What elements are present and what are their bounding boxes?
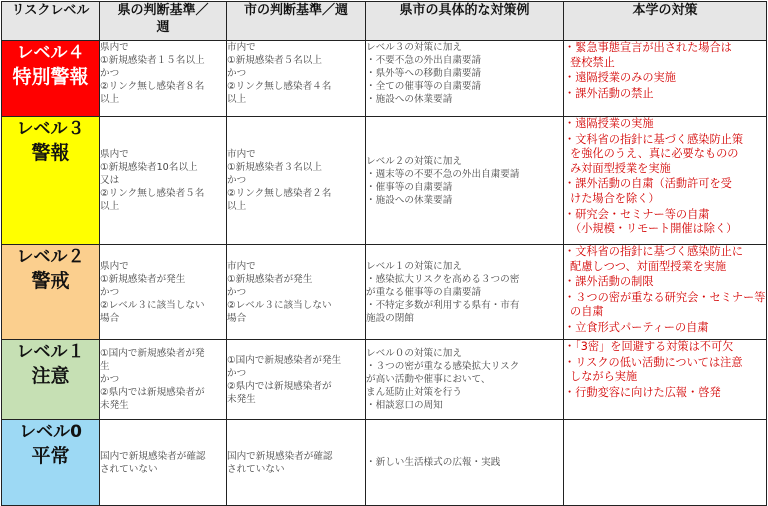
level-1-city-criteria: ①国内で新規感染者が発生 かつ ②県内では新規感染者が 未発生 xyxy=(227,340,366,420)
header-university-policy: 本学の対策 xyxy=(564,2,767,41)
level-2-pref-criteria: 県内で ①新規感染者が発生 かつ ②レベル３に該当しない 場合 xyxy=(100,245,227,340)
level-0-name: 平常 xyxy=(31,445,70,467)
level-4-measures: レベル３の対策に加え ・不要不急の外出自粛要請 ・県外等への移動自粛要請 ・全ての催事等の自粛要請 ・施設への休業要請 xyxy=(366,41,564,117)
level-1-policy-item: ・行動変容に向けた広報・啓発 xyxy=(564,385,721,399)
level-1-policy xyxy=(564,340,767,420)
level-3-policy xyxy=(564,117,767,245)
level-1-label: レベル１ xyxy=(16,342,85,362)
level-3-city-criteria: 市内で ①新規感染者３名以上 かつ ②リンク無し感染者２名 以上 xyxy=(227,117,366,245)
level-1-policy-item: ・リスクの低い活動については注意 しながら実施 xyxy=(564,355,743,384)
header-pref-criteria: 県の判断基準／ 週 xyxy=(100,2,227,41)
level-2-cell xyxy=(2,245,100,340)
header-measures: 県市の具体的な対策例 xyxy=(366,2,564,41)
level-4-name: 特別警報 xyxy=(12,66,89,88)
level-4-policy-item: ・緊急事態宣言が出された場合は 登校禁止 xyxy=(564,41,732,69)
level-3-policy-item: ・遠隔授業の実施 xyxy=(564,117,654,130)
level-2-measures: レベル１の対策に加え ・感染拡大リスクを高める３つの密 が重なる催事等の自粛要請 ・不特定多数が利用する県有・市有 施設の閉館 xyxy=(366,245,564,340)
level-1-name: 注意 xyxy=(31,365,70,387)
row-level-1 xyxy=(2,340,767,420)
header-risk-level: リスクレベル xyxy=(2,2,100,41)
level-4-city-criteria: 市内で ①新規感染者５名以上 かつ ②リンク無し感染者４名 以上 xyxy=(227,41,366,117)
level-2-label: レベル２ xyxy=(16,247,85,267)
row-level-4 xyxy=(2,41,767,117)
level-4-policy xyxy=(564,41,767,117)
level-0-label: レベル0 xyxy=(19,422,82,442)
level-3-policy-item: ・文科省の指針に基づく感染防止策 を強化のうえ、真に必要なものの み対面型授業を実施 xyxy=(564,132,744,175)
level-1-pref-criteria: ①国内で新規感染者が発 生 かつ ②県内では新規感染者が 未発生 xyxy=(100,340,227,420)
level-0-pref-criteria: 国内で新規感染者が確認 されていない xyxy=(100,420,227,506)
row-level-0 xyxy=(2,420,767,506)
level-2-policy-item: ・立食形式パーティーの自粛 xyxy=(564,320,709,334)
level-4-policy-item: ・遠隔授業のみの実施 xyxy=(564,71,676,85)
level-1-policy-item: ・「3密」を回避する対策は不可欠 xyxy=(564,340,734,353)
level-4-cell xyxy=(2,41,100,117)
level-2-policy xyxy=(564,245,767,340)
risk-level-table xyxy=(1,1,767,506)
level-2-policy-item: ・３つの密が重なる研究会・セミナー等 の自粛 xyxy=(564,290,766,319)
level-3-label: レベル３ xyxy=(16,119,85,139)
level-2-name: 警戒 xyxy=(31,270,70,292)
level-4-policy-item: ・課外活動の禁止 xyxy=(564,86,654,100)
level-3-measures: レベル２の対策に加え ・週末等の不要不急の外出自粛要請 ・催事等の自粛要請 ・施設への休業要請 xyxy=(366,117,564,245)
level-2-policy-item: ・文科省の指針に基づく感染防止に 配慮しつつ、対面型授業を実施 xyxy=(564,245,744,273)
level-4-pref-criteria: 県内で ①新規感染者１５名以上 かつ ②リンク無し感染者８名 以上 xyxy=(100,41,227,117)
header-row xyxy=(2,2,767,41)
level-3-cell xyxy=(2,117,100,245)
row-level-2 xyxy=(2,245,767,340)
level-4-label: レベル４ xyxy=(16,43,85,63)
level-3-pref-criteria: 県内で ①新規感染者10名以上 又は ②リンク無し感染者５名 以上 xyxy=(100,117,227,245)
level-0-policy xyxy=(564,420,767,506)
level-2-city-criteria: 市内で ①新規感染者が発生 かつ ②レベル３に該当しない 場合 xyxy=(227,245,366,340)
level-0-measures: ・新しい生活様式の広報・実践 xyxy=(366,420,564,506)
header-city-criteria: 市の判断基準／週 xyxy=(227,2,366,41)
level-0-cell xyxy=(2,420,100,506)
level-3-policy-item: ・課外活動の自粛（活動許可を受 けた場合を除く） xyxy=(564,177,732,205)
level-1-measures: レベル０の対策に加え ・３つの密が重なる感染拡大リスク が高い活動や催事において、 まん延防止対策を行う ・相談窓口の周知 xyxy=(366,340,564,420)
level-1-cell xyxy=(2,340,100,420)
level-3-name: 警報 xyxy=(31,142,70,164)
level-0-city-criteria: 国内で新規感染者が確認 されていない xyxy=(227,420,366,506)
row-level-3 xyxy=(2,117,767,245)
level-3-policy-item: ・研究会・セミナー等の自粛 （小規模・リモート開催は除く） xyxy=(564,207,738,236)
level-2-policy-item: ・課外活動の制限 xyxy=(564,275,654,289)
